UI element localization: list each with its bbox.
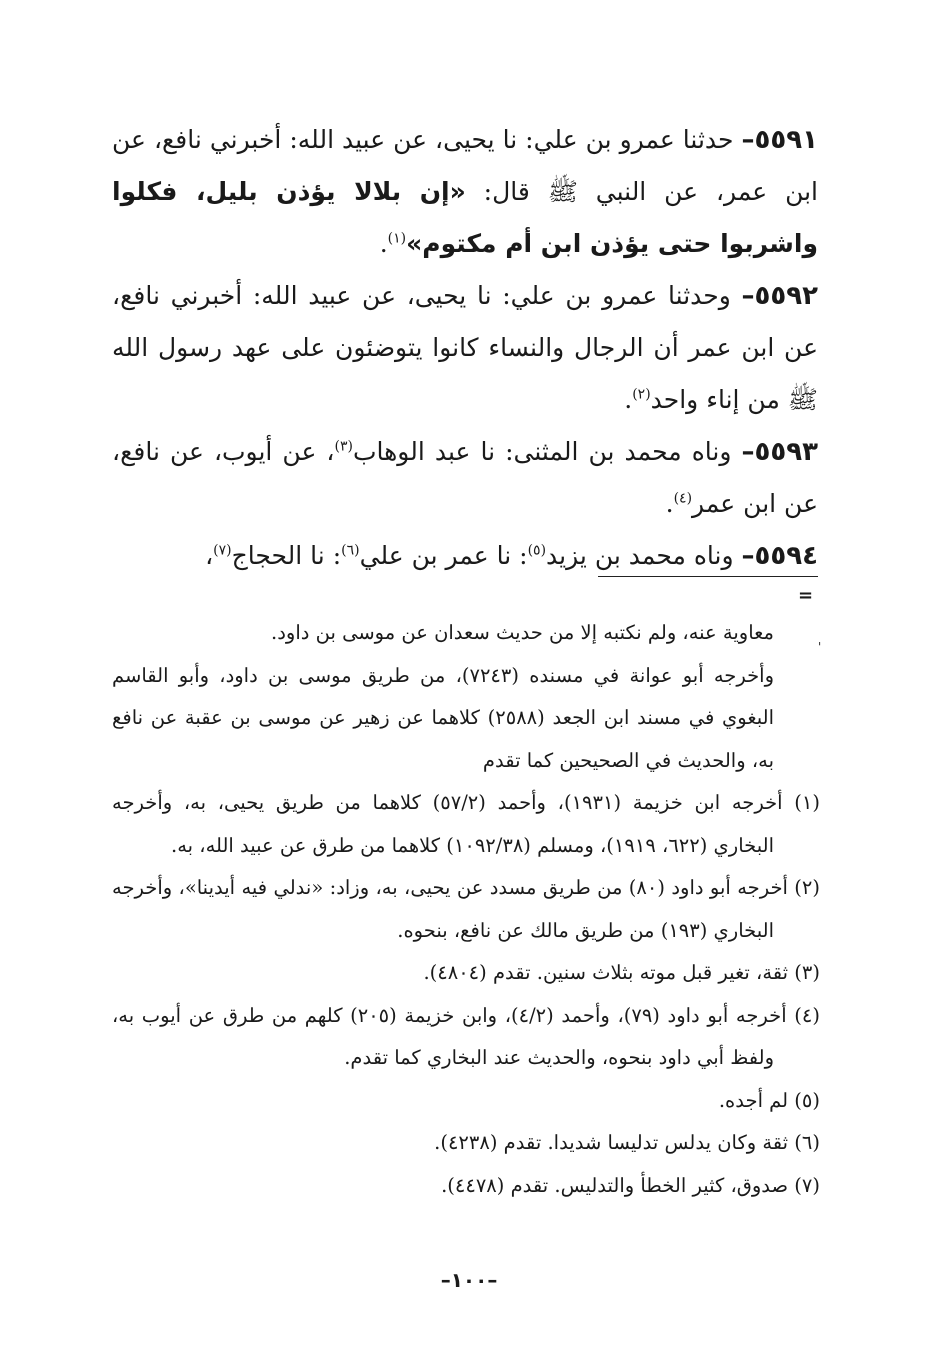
hadith-5594 bbox=[112, 530, 818, 582]
page-number: –١٠٠– bbox=[440, 1268, 498, 1292]
footnote-6: (٦) ثقة وكان يدلس تدليسا شديدا. تقدم (٤٢٣٨). bbox=[434, 1131, 820, 1154]
hadith-dash: – bbox=[741, 541, 755, 571]
hadith-quote: «إن بلالا يؤذن بليل، فكلوا واشربوا حتى يؤذن ابن أم مكتوم» bbox=[112, 177, 818, 258]
hadith-5591 bbox=[112, 114, 818, 270]
hadith-number: ٥٥٩٣ bbox=[754, 437, 819, 467]
footnote-4: (٤) أخرجه أبو داود (٧٩)، وأحمد (٤/٢)، وابن خزيمة (٢٠٥) كلهم من طرق عن أيوب به، ولفظ أبي داود بنحوه، والحديث عند البخاري كما تقدم. bbox=[112, 1003, 820, 1069]
main-text bbox=[112, 114, 818, 582]
footnote-2: (٢) أخرجه أبو داود (٨٠) من طريق مسدد عن يحيى، به، وزاد: «ندلي فيه أيدينا»، وأخرجه البخاري (١٩٣) من طريق مالك عن نافع، بنحوه. bbox=[112, 876, 821, 942]
footnote-7: (٧) صدوق، كثير الخطأ والتدليس. تقدم (٤٤٧٨). bbox=[441, 1173, 820, 1197]
footnote-ref: (٣) bbox=[334, 438, 353, 455]
footnote-ref: (٦) bbox=[341, 542, 360, 559]
hadith-number: ٥٥٩٤ bbox=[754, 541, 818, 571]
footnote-ref: (٢) bbox=[632, 386, 651, 403]
footnote-ref: (١) bbox=[387, 230, 407, 247]
hadith-dash: – bbox=[741, 281, 755, 311]
hadith-number: ٥٥٩٢ bbox=[754, 281, 818, 311]
continuation-mark: = bbox=[798, 585, 814, 606]
hadith-text: وناه محمد بن المثنى: نا عبد الوهاب bbox=[352, 437, 732, 466]
footnote-5: (٥) لم أجده. bbox=[718, 1088, 820, 1112]
footnote-separator bbox=[598, 576, 818, 577]
hadith-end: . bbox=[665, 489, 674, 518]
footnote-1: (١) أخرجه ابن خزيمة (١٩٣١)، وأحمد (٥٧/٢) كلاهما من طريق يحيى، به، وأخرجه البخاري (٦٢٢، ١٩١٩)، ومسلم (١٠٩٢/٣٨) كلاهما من طرق عن عبيد الله، به. bbox=[112, 791, 820, 857]
hadith-5592 bbox=[112, 270, 818, 426]
footnote-3: (٣) ثقة، تغير قبل موته بثلاث سنين. تقدم (٤٨٠٤). bbox=[423, 961, 820, 984]
hadith-text: وناه محمد بن يزيد bbox=[546, 541, 734, 570]
hadith-number: ٥٥٩١ bbox=[754, 125, 818, 155]
footnote-ref: (٧) bbox=[213, 542, 232, 559]
hadith-text: ، عن أيوب، عن نافع، عن ابن عمر bbox=[112, 437, 818, 518]
footnote-ref: (٤) bbox=[673, 490, 693, 507]
hadith-dash: – bbox=[741, 437, 755, 467]
footnote-ref: (٥) bbox=[527, 542, 547, 559]
footnotes bbox=[112, 612, 820, 1207]
hadith-dash: – bbox=[741, 125, 755, 155]
hadith-end: . bbox=[624, 385, 633, 414]
hadith-end: . bbox=[379, 229, 388, 258]
hadith-text: وحدثنا عمرو بن علي: نا يحيى، عن عبيد الله: أخبرني نافع، عن ابن عمر أن الرجال والنساء كانوا يتوضئون على عهد رسول الله ﷺ من إناء واحد bbox=[112, 281, 818, 414]
hadith-text: حدثنا عمرو بن علي: نا يحيى، عن عبيد الله: أخبرني نافع، عن ابن عمر، عن النبي ﷺ قال: bbox=[112, 125, 818, 206]
footnote-carryover: معاوية عنه، ولم نكتبه إلا من حديث سعدان عن موسى بن داود. bbox=[271, 621, 774, 644]
hadith-text: : نا عمر بن علي bbox=[359, 541, 528, 570]
margin-mark: ' bbox=[818, 640, 822, 654]
footnote-carryover: وأخرجه أبو عوانة في مسنده (٧٢٤٣)، من طريق موسى بن داود، وأبو القاسم البغوي في مسند ابن الجعد (٢٥٨٨) كلاهما عن زهير عن موسى بن عقبة عن نافع به، والحديث في الصحيحين كما تقدم bbox=[112, 663, 775, 772]
hadith-end: ، bbox=[205, 541, 214, 570]
hadith-5593 bbox=[112, 426, 818, 530]
hadith-text: : نا الحجاج bbox=[231, 541, 342, 570]
